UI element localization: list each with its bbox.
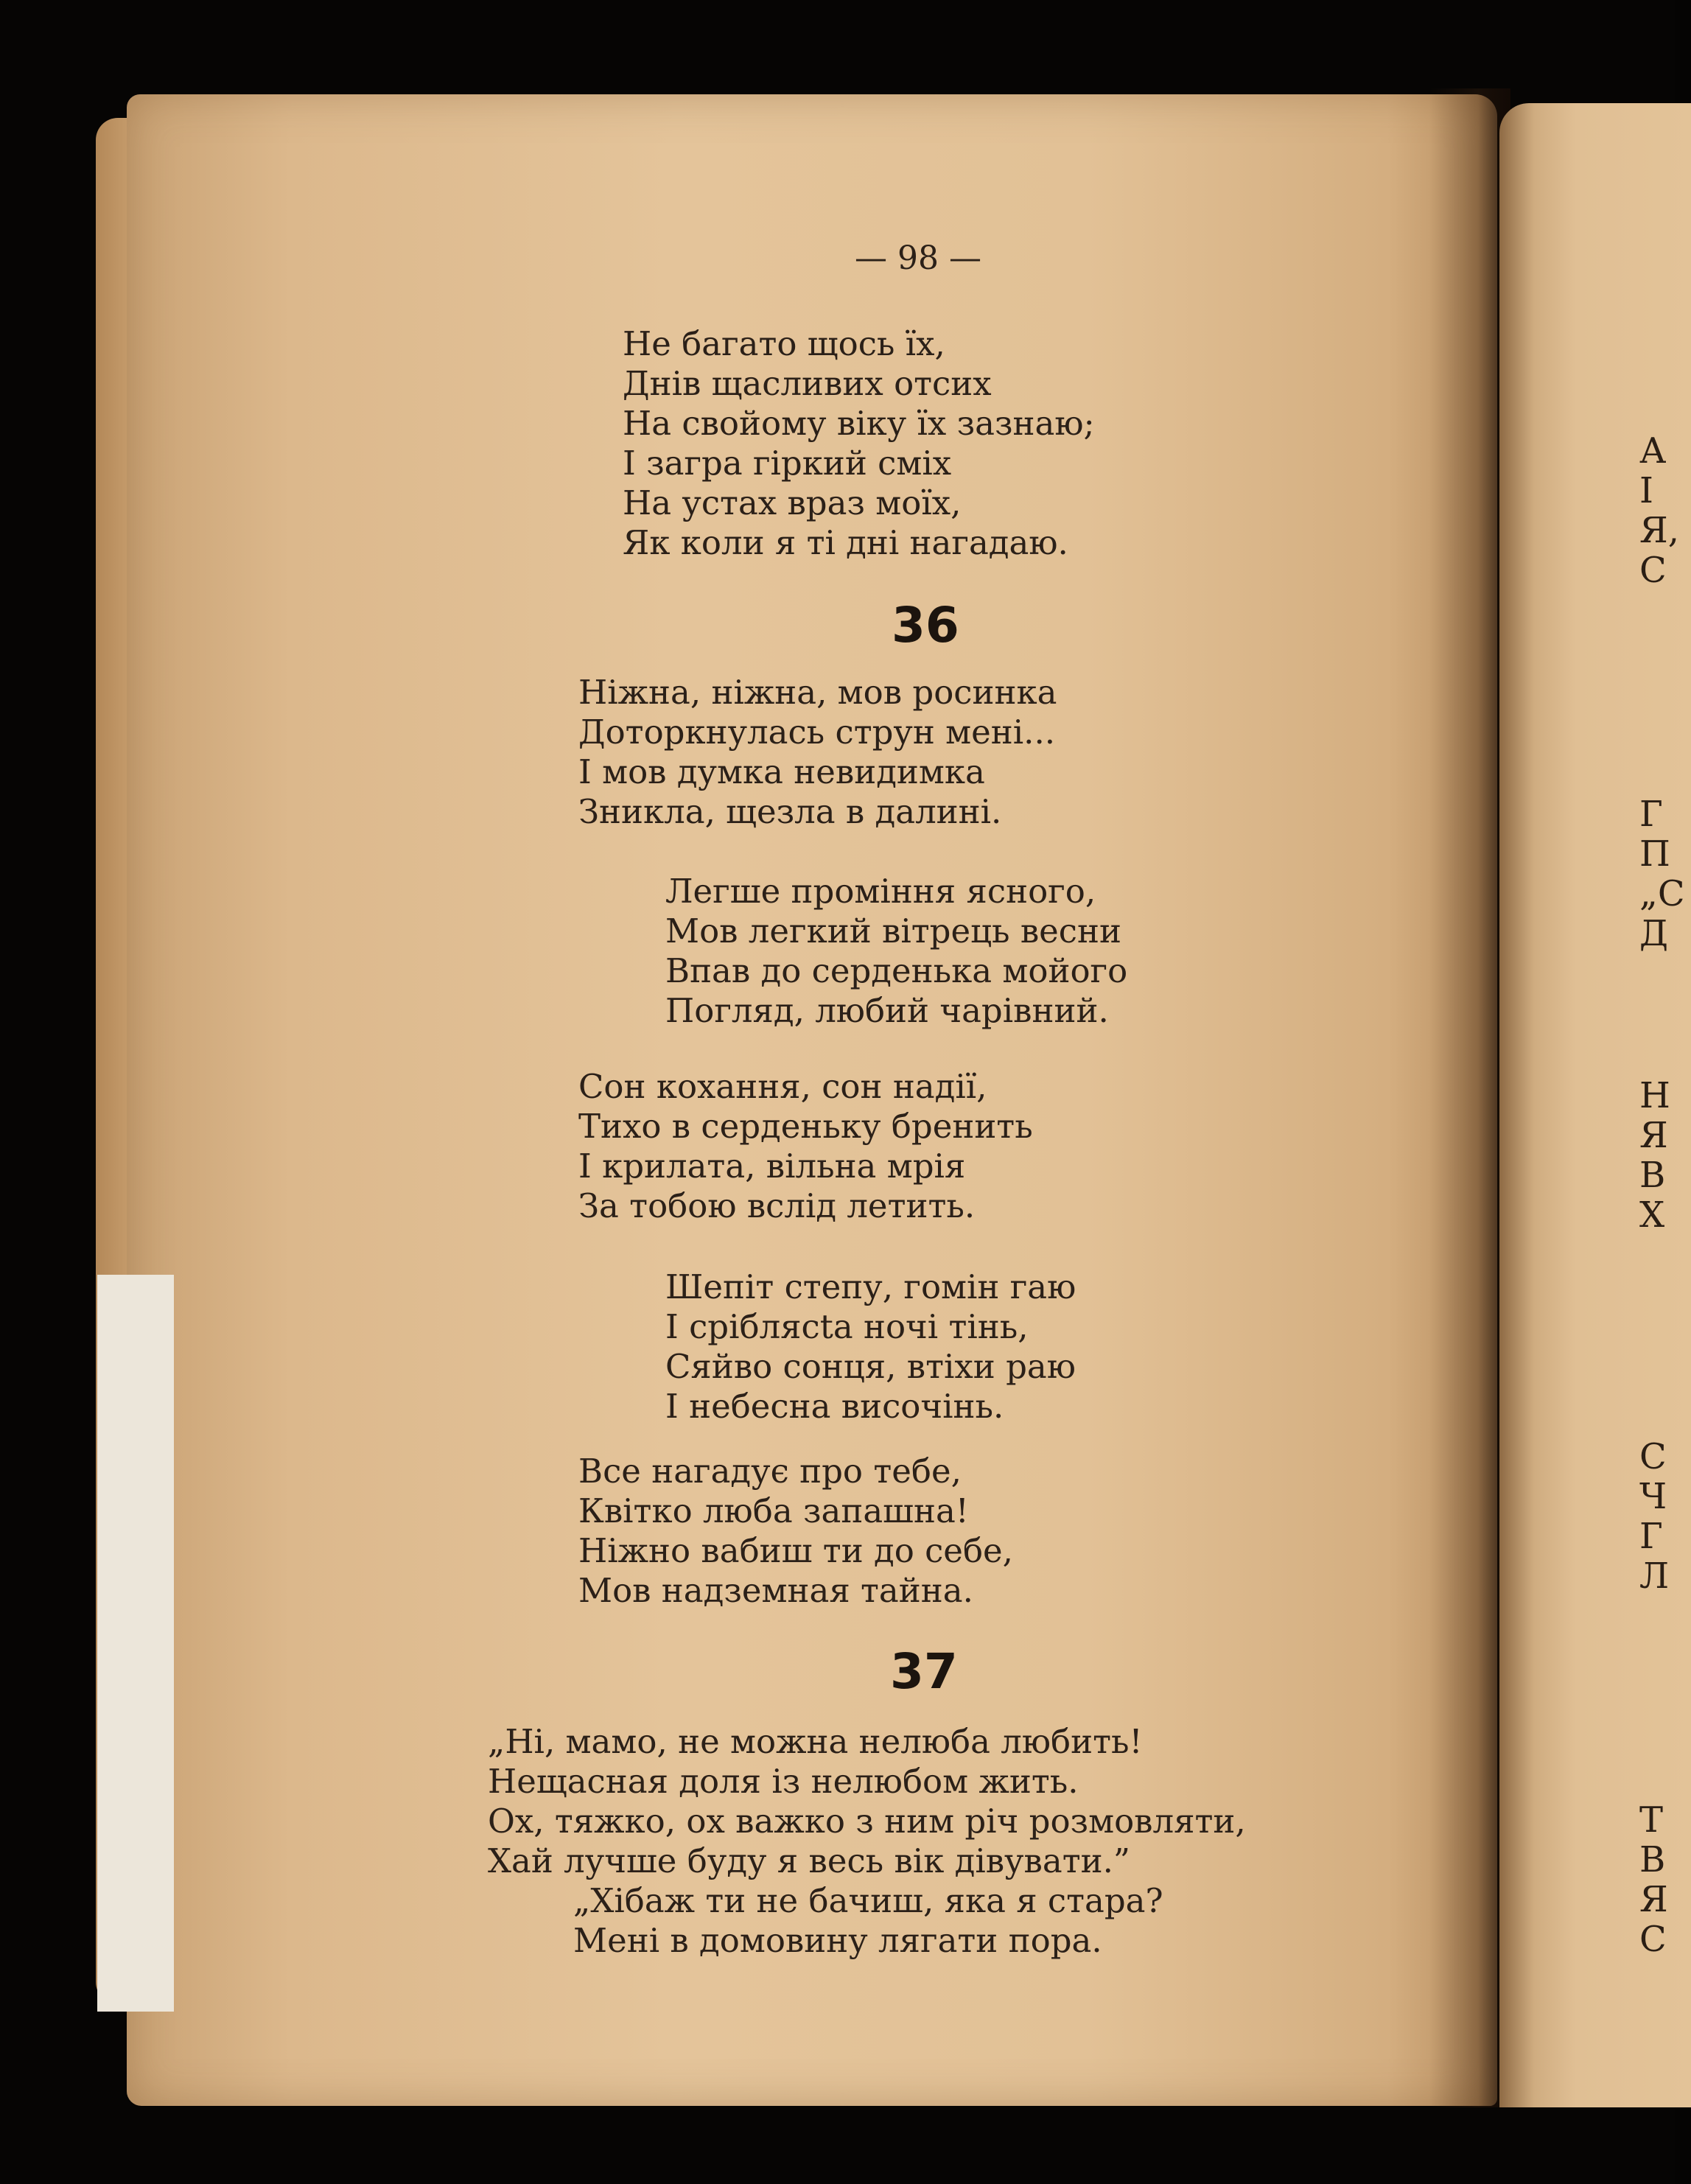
verse-line: Сон кохання, сон надії, — [578, 1067, 987, 1106]
poem-36-stanza-5 — [578, 1452, 1013, 1611]
fragment-letter: С — [1639, 1436, 1667, 1477]
verse-line: Впав до серденька мойого — [665, 951, 1128, 990]
fragment-letter: Н — [1639, 1075, 1670, 1116]
verse-line: „Хібаж ти не бачиш, яка я стара? — [573, 1881, 1163, 1920]
fragment-letter: А — [1639, 430, 1667, 472]
verse-line: І загра гіркий сміх — [623, 444, 952, 483]
fragment-letter: В — [1639, 1839, 1666, 1880]
verse-line: Сяйво сонця, втіхи раю — [665, 1347, 1076, 1386]
poem-37-stanza — [488, 1722, 1246, 1881]
right-page-fragment — [1639, 431, 1679, 590]
verse-line: Доторкнулась струн мені... — [578, 713, 1056, 752]
fragment-letter: Я, — [1639, 510, 1680, 551]
verse-line: Нещасная доля із нелюбом жить. — [488, 1762, 1079, 1801]
right-page-fragment — [1639, 1437, 1669, 1596]
verse-line: Днів щасливих отсих — [623, 364, 992, 403]
fragment-letter: Х — [1639, 1194, 1665, 1236]
right-page-fragment — [1639, 1076, 1670, 1235]
right-page-fragment — [1639, 794, 1685, 953]
fragment-letter: С — [1639, 550, 1667, 591]
verse-line: І мов думка невидимка — [578, 752, 985, 791]
verse-line: І крилата, вільна мрія — [578, 1147, 966, 1186]
fragment-letter: І — [1639, 470, 1653, 511]
poem-number-37: 37 — [890, 1643, 958, 1700]
verse-line: Зникла, щезла в далині. — [578, 792, 1002, 831]
verse-line: Ніжно вабиш ти до себе, — [578, 1531, 1013, 1570]
verse-line: Шепіт степу, гомін гаю — [665, 1267, 1076, 1306]
opening-stanza — [623, 324, 1095, 563]
fragment-letter: Г — [1639, 794, 1663, 835]
poem-36-stanza-4 — [665, 1267, 1076, 1427]
verse-line: Хай лучше буду я весь вік дівувати.” — [488, 1841, 1130, 1880]
poem-37-indented-lines — [573, 1881, 1163, 1961]
verse-line: Квітко люба запашна! — [578, 1491, 969, 1530]
verse-line: Мов легкий вітрець весни — [665, 911, 1121, 951]
fragment-letter: В — [1639, 1155, 1666, 1196]
paper-tab — [97, 1275, 174, 2012]
verse-line: Погляд, любий чарівний. — [665, 991, 1109, 1030]
verse-line: Все нагадує про тебе, — [578, 1452, 962, 1491]
verse-line: Як коли я ті дні нагадаю. — [623, 523, 1068, 562]
verse-line: І сріблясta ночі тінь, — [665, 1307, 1029, 1346]
verse-line: Не багато щось їх, — [623, 324, 945, 363]
fragment-letter: Д — [1639, 913, 1669, 954]
verse-line: Мов надземная тайна. — [578, 1571, 973, 1610]
fragment-letter: Г — [1639, 1516, 1663, 1557]
verse-line: „Ні, мамо, не можна нелюба любить! — [488, 1722, 1143, 1761]
verse-line: Ох, тяжко, ох важко з ним річ розмовляти, — [488, 1802, 1246, 1841]
verse-line: Ніжна, ніжна, мов росинка — [578, 673, 1057, 712]
fragment-letter: „С — [1639, 873, 1685, 914]
fragment-letter: П — [1639, 833, 1670, 875]
poem-36-stanza-1 — [578, 673, 1057, 832]
verse-line: На устах враз моїх, — [623, 483, 962, 522]
verse-line: За тобою вслід летить. — [578, 1186, 976, 1225]
verse-line: Тихо в серденьку бренить — [578, 1107, 1033, 1146]
fragment-letter: Я — [1639, 1115, 1668, 1156]
verse-line: Легше проміння ясного, — [665, 872, 1096, 911]
fragment-letter: Я — [1639, 1879, 1668, 1920]
fragment-letter: Т — [1639, 1799, 1664, 1841]
poem-36-stanza-2 — [665, 872, 1127, 1031]
poem-number-36: 36 — [892, 597, 959, 654]
poem-36-stanza-3 — [578, 1067, 1033, 1226]
fragment-letter: Ч — [1639, 1476, 1667, 1517]
page-number: — 98 — — [855, 239, 981, 277]
verse-line: І небесна височінь. — [665, 1387, 1004, 1426]
right-page-fragment — [1639, 1800, 1668, 1959]
verse-line: Мені в домовину лягати пора. — [573, 1921, 1102, 1960]
spine-shadow — [1429, 88, 1510, 2107]
fragment-letter: С — [1639, 1919, 1667, 1960]
verse-line: На свойому віку їх зазнаю; — [623, 404, 1095, 443]
fragment-letter: Л — [1639, 1555, 1670, 1597]
